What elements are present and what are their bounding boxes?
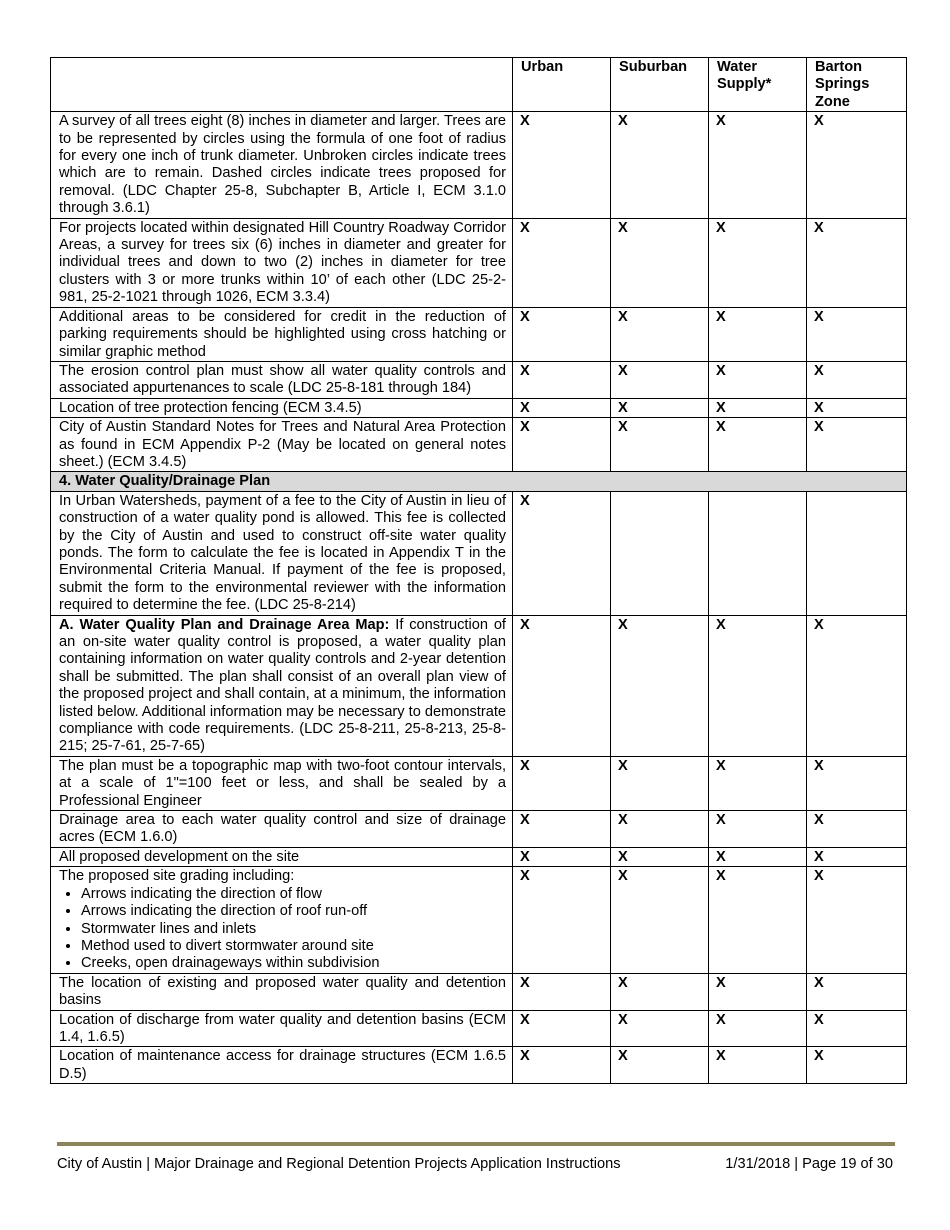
mark-barton-springs-zone: X: [807, 418, 907, 472]
table-row: [51, 1047, 907, 1084]
list-item: • Method used to divert stormwater around site: [81, 938, 506, 955]
footer-rule: [57, 1142, 895, 1146]
mark-suburban: X: [611, 867, 709, 973]
mark-urban: X: [513, 1010, 611, 1047]
table-row: [51, 756, 907, 810]
table-row: [51, 398, 907, 417]
mark-water-supply: X: [709, 867, 807, 973]
mark-barton-springs-zone: X: [807, 756, 907, 810]
header-barton-springs-zone: Barton Springs Zone: [807, 58, 907, 112]
mark-suburban: X: [611, 756, 709, 810]
mark-barton-springs-zone: X: [807, 1010, 907, 1047]
table-row: [51, 112, 907, 218]
mark-barton-springs-zone: X: [807, 361, 907, 398]
mark-barton-springs-zone: [807, 491, 907, 615]
mark-water-supply: X: [709, 361, 807, 398]
mark-urban: X: [513, 491, 611, 615]
table-row: [51, 615, 907, 756]
mark-urban: X: [513, 218, 611, 307]
requirement-text: Location of discharge from water quality and detention basins (ECM 1.4, 1.6.5): [59, 1011, 506, 1045]
mark-urban: X: [513, 867, 611, 973]
mark-barton-springs-zone: X: [807, 615, 907, 756]
mark-barton-springs-zone: X: [807, 973, 907, 1010]
requirement-description: [51, 867, 513, 973]
mark-water-supply: X: [709, 418, 807, 472]
requirement-text: The proposed site grading including:: [59, 868, 295, 885]
requirement-description: [51, 756, 513, 810]
mark-water-supply: X: [709, 1010, 807, 1047]
mark-urban: X: [513, 398, 611, 417]
requirement-text: The erosion control plan must show all water quality controls and associated appurtenances to scale (LDC 25-8-181 through 184): [59, 362, 506, 397]
mark-suburban: X: [611, 811, 709, 848]
requirement-description: [51, 112, 513, 218]
requirement-text: Additional areas to be considered for credit in the reduction of parking requirements should be highlighted using cross hatching or similar graphic method: [59, 308, 506, 360]
header-suburban: Suburban: [611, 58, 709, 112]
mark-barton-springs-zone: X: [807, 112, 907, 218]
mark-urban: X: [513, 1047, 611, 1084]
list-item: • Arrows indicating the direction of roof run-off: [81, 903, 506, 920]
mark-barton-springs-zone: X: [807, 398, 907, 417]
requirement-description: [51, 218, 513, 307]
mark-water-supply: X: [709, 398, 807, 417]
requirement-description: [51, 307, 513, 361]
table-row: [51, 811, 907, 848]
requirement-text: In Urban Watersheds, payment of a fee to the City of Austin in lieu of construction of a water quality pond is allowed. This fee is collected by the City of Austin and used to construct off-site water quality ponds. The form to calculate the fee is located in Appendix T in the Environmental Criteria Manual. If payment of the fee is proposed, submit the form to the environmental reviewer with the information required to determine the fee. (LDC 25-8-214): [59, 492, 506, 614]
header-description: [51, 58, 513, 112]
requirement-description: [51, 361, 513, 398]
requirement-description: [51, 491, 513, 615]
mark-suburban: X: [611, 418, 709, 472]
mark-barton-springs-zone: X: [807, 218, 907, 307]
mark-suburban: X: [611, 615, 709, 756]
footer-date-page: 1/31/2018 | Page 19 of 30: [725, 1156, 893, 1172]
list-item: • Creeks, open drainageways within subdivision: [81, 955, 506, 972]
requirement-text: City of Austin Standard Notes for Trees and Natural Area Protection as found in ECM Appendix P-2 (May be located on general notes sheet.) (ECM 3.4.5): [59, 419, 506, 470]
mark-water-supply: X: [709, 307, 807, 361]
mark-barton-springs-zone: X: [807, 847, 907, 866]
mark-water-supply: X: [709, 112, 807, 218]
mark-urban: X: [513, 615, 611, 756]
mark-water-supply: X: [709, 973, 807, 1010]
mark-suburban: X: [611, 973, 709, 1010]
mark-barton-springs-zone: X: [807, 1047, 907, 1084]
mark-barton-springs-zone: X: [807, 307, 907, 361]
mark-barton-springs-zone: X: [807, 867, 907, 973]
footer-document-title: City of Austin | Major Drainage and Regional Detention Projects Application Instructions: [57, 1156, 621, 1172]
requirement-text: Location of maintenance access for drainage structures (ECM 1.6.5 D.5): [59, 1048, 506, 1082]
mark-water-supply: [709, 491, 807, 615]
mark-urban: X: [513, 973, 611, 1010]
mark-urban: X: [513, 112, 611, 218]
requirement-bullet-list: [59, 886, 506, 973]
requirement-description: [51, 1047, 513, 1084]
requirement-text: The location of existing and proposed water quality and detention basins: [59, 974, 506, 1009]
table-row: [51, 491, 907, 615]
mark-urban: X: [513, 307, 611, 361]
requirement-description: [51, 398, 513, 417]
requirement-text: The plan must be a topographic map with two-foot contour intervals, at a scale of 1"=100 feet or less, and shall be sealed by a Professional Engineer: [59, 757, 506, 809]
header-urban: Urban: [513, 58, 611, 112]
mark-urban: X: [513, 361, 611, 398]
mark-water-supply: X: [709, 615, 807, 756]
mark-urban: X: [513, 418, 611, 472]
section-header-row: [51, 472, 907, 491]
mark-suburban: X: [611, 112, 709, 218]
requirement-description: [51, 811, 513, 848]
mark-water-supply: X: [709, 1047, 807, 1084]
mark-suburban: X: [611, 1047, 709, 1084]
mark-urban: X: [513, 756, 611, 810]
table-row: [51, 973, 907, 1010]
mark-barton-springs-zone: X: [807, 811, 907, 848]
requirement-description: [51, 615, 513, 756]
mark-water-supply: X: [709, 218, 807, 307]
mark-suburban: X: [611, 307, 709, 361]
mark-urban: X: [513, 811, 611, 848]
requirement-text: Location of tree protection fencing (ECM 3.4.5): [59, 399, 362, 416]
table-row: [51, 307, 907, 361]
requirement-description: [51, 973, 513, 1010]
mark-suburban: X: [611, 1010, 709, 1047]
requirement-description: [51, 418, 513, 472]
requirement-description: [51, 1010, 513, 1047]
list-item: • Stormwater lines and inlets: [81, 921, 506, 938]
requirement-text: A survey of all trees eight (8) inches in diameter and larger. Trees are to be represented by circles using the formula of one foot of radius for every one inch of trunk diameter. Unbroken circles indicate trees which are to remain. Dashed circles indicate trees proposed for removal. (LDC Chapter 25-8, Subchapter B, Article I, ECM 3.1.0 through 3.6.1): [59, 113, 506, 217]
mark-suburban: X: [611, 361, 709, 398]
requirements-table: [50, 57, 907, 1084]
table-row: [51, 361, 907, 398]
table-header-row: [51, 58, 907, 112]
requirement-description: [51, 847, 513, 866]
mark-suburban: X: [611, 218, 709, 307]
requirement-text: Drainage area to each water quality control and size of drainage acres (ECM 1.6.0): [59, 812, 506, 846]
header-water-supply: Water Supply*: [709, 58, 807, 112]
requirement-heading: A. Water Quality Plan and Drainage Area Map:: [59, 616, 390, 633]
table-row: [51, 847, 907, 866]
mark-suburban: X: [611, 398, 709, 417]
mark-suburban: X: [611, 847, 709, 866]
table-row: [51, 218, 907, 307]
list-item: • Arrows indicating the direction of flow: [81, 886, 506, 903]
requirement-text: All proposed development on the site: [59, 848, 300, 865]
section-title: 4. Water Quality/Drainage Plan: [51, 472, 907, 491]
table-row: [51, 418, 907, 472]
requirement-text: If construction of an on-site water quality control is proposed, a water quality plan containing information on water quality controls and 2-year detention shall be submitted. The plan shall consist of an overall plan view of the proposed project and shall contain, at a minimum, the information listed below. Additional information may be necessary to demonstrate compliance with code requirements. (LDC 25-8-211, 25-8-213, 25-8-215; 25-7-61, 25-7-65): [59, 616, 506, 755]
mark-water-supply: X: [709, 756, 807, 810]
mark-urban: X: [513, 847, 611, 866]
table-row: [51, 867, 907, 973]
mark-suburban: [611, 491, 709, 615]
mark-water-supply: X: [709, 811, 807, 848]
requirement-text: For projects located within designated Hill Country Roadway Corridor Areas, a survey for trees six (6) inches in diameter and greater for individual trees and down to two (2) inches in diameter for tree clusters with 3 or more trunks within 10’ of each other (LDC 25-2-981, 25-2-1021 through 1026, ECM 3.3.4): [59, 219, 506, 306]
table-row: [51, 1010, 907, 1047]
mark-water-supply: X: [709, 847, 807, 866]
